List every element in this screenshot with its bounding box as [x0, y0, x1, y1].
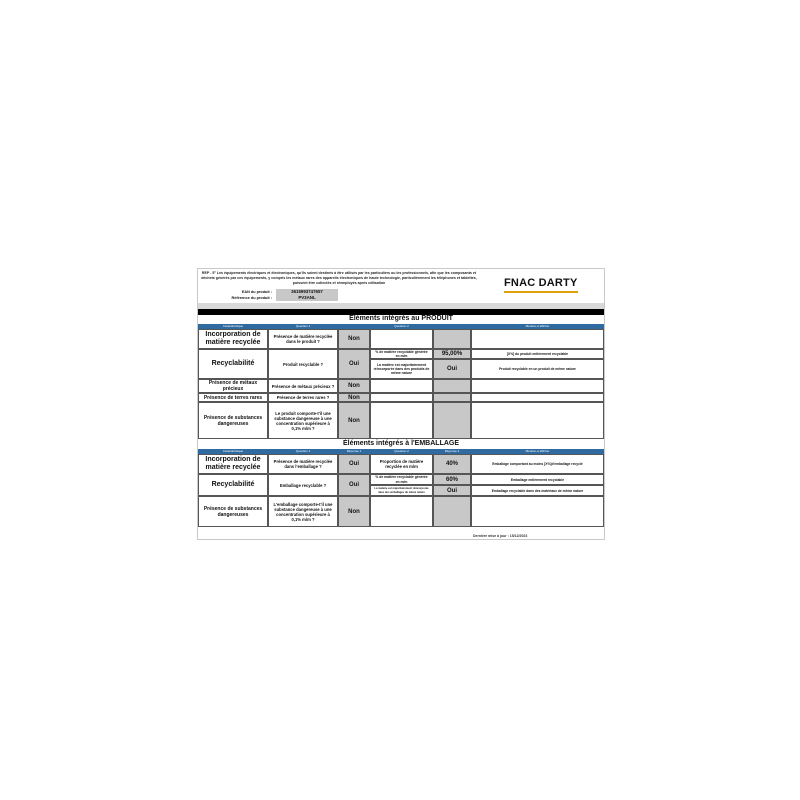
ref-label: Référence du produit :	[231, 296, 272, 300]
produit-row-5-r2	[433, 402, 471, 439]
produit-row-1-r1: Non	[338, 329, 370, 349]
intro-text: REP - 5° Les équipements électriques et électroniques, qu'ils soient destinés à être utilisés par les particuliers ou les professionnels, afin que les composants et déchets générés par ces équipements, y compris les métaux rares des appareils électroniques de haute technologie, particulièrement les téléphones et tablettes, puissent être collectés et réemployés après utilisation	[201, 271, 477, 285]
col-question-1: Question 1	[295, 449, 311, 453]
produit-row-2-q1: Produit recyclable ?	[268, 349, 338, 379]
produit-row-1-q1: Présence de matière recyclée dans le produit ?	[268, 329, 338, 349]
col-question-2: Question 2	[394, 449, 409, 453]
produit-row-4-caracteristique: Présence de terres rares	[198, 393, 268, 402]
brand-name: FNAC DARTY	[504, 277, 578, 289]
produit-row-1-caracteristique: Incorporation de matière recyclée	[198, 329, 268, 349]
produit-row-2-r2a: 95,00%	[433, 349, 471, 359]
emballage-row-3-mention	[471, 496, 604, 527]
emballage-row-3-r1: Non	[338, 496, 370, 527]
emballage-row-2-q2a: % de matière recyclable générée en m/m	[370, 474, 433, 485]
produit-row-3-mention	[471, 379, 604, 393]
produit-row-1-q2	[370, 329, 433, 349]
produit-row-3-caracteristique: Présence de métaux précieux	[198, 379, 268, 393]
emballage-row-2-q1: Emballage recyclable ?	[268, 474, 338, 496]
emballage-row-1-q2: Proportion de matière recyclée en m/m	[370, 454, 433, 474]
produit-row-4-q2	[370, 393, 433, 402]
produit-row-2-q2a: % de matière recyclable générée en m/m	[370, 349, 433, 359]
emballage-row-1-caracteristique: Incorporation de matière recyclée	[198, 454, 268, 474]
produit-row-2-caracteristique: Recyclabilité	[198, 349, 268, 379]
emballage-row-1-r1: Oui	[338, 454, 370, 474]
produit-row-5-q2	[370, 402, 433, 439]
emballage-row-2-q2b: La matière est majoritairement réincorporée dans des emballages de même nature	[370, 485, 433, 496]
last-updated: Dernière mise à jour : 15/12/2023	[473, 534, 528, 538]
produit-row-2-q2b: La matière est majoritairement réincorporée dans des produits de même nature	[370, 359, 433, 379]
produit-row-4-r2	[433, 393, 471, 402]
col-mention: Mention à afficher	[525, 324, 550, 328]
emballage-row-1-r2: 40%	[433, 454, 471, 474]
emballage-row-3-q1: L'emballage comporte-t'il une substance dangereuse à une concentration supérieure à 0,1% m/m ?	[268, 496, 338, 527]
produit-row-3-r2	[433, 379, 471, 393]
emballage-row-2-mention-a: Emballage entièrement recyclable	[471, 474, 604, 485]
emballage-row-3-q2	[370, 496, 433, 527]
produit-row-4-q1: Présence de terres rares ?	[268, 393, 338, 402]
emballage-row-2-r2a: 60%	[433, 474, 471, 485]
col-question-2: Question 2	[394, 324, 409, 328]
brand-logo	[504, 277, 578, 289]
col-reponse-1: Réponse 1	[346, 449, 362, 453]
logo-accent-bar	[504, 291, 578, 293]
produit-title: Éléments intégrés au PRODUIT	[349, 315, 453, 322]
emballage-row-2-mention-b: Emballage recyclable dans des matériaux de même nature	[471, 485, 604, 496]
produit-row-3-q2	[370, 379, 433, 393]
emballage-row-2-caracteristique: Recyclabilité	[198, 474, 268, 496]
ean-label: EAN du produit :	[241, 290, 272, 294]
produit-row-1-mention	[471, 329, 604, 349]
ref-value: PV3ANL	[276, 295, 338, 301]
produit-row-2-mention-a: [X%] du produit entièrement recyclable	[471, 349, 604, 359]
ean-value: 3615993747657	[276, 289, 338, 295]
emballage-row-1-q1: Présence de matière recyclée dans l'emballage ?	[268, 454, 338, 474]
product-info-sheet	[197, 268, 605, 540]
emballage-title: Éléments intégrés à l'EMBALLAGE	[342, 440, 460, 447]
produit-row-1-r2	[433, 329, 471, 349]
produit-row-2-mention-b: Produit recyclable en un produit de même nature	[471, 359, 604, 379]
produit-row-3-q1: Présence de métaux précieux ?	[268, 379, 338, 393]
produit-row-2-r2b: Oui	[433, 359, 471, 379]
produit-row-3-r1: Non	[338, 379, 370, 393]
col-question-1: Question 1	[295, 324, 311, 328]
produit-row-5-q1: Le produit comporte-t'il une substance dangereuse à une concentration supérieure à 0,1% m/m ?	[268, 402, 338, 439]
emballage-row-3-caracteristique: Présence de substances dangereuses	[198, 496, 268, 527]
produit-row-5-mention	[471, 402, 604, 439]
emballage-row-2-r1: Oui	[338, 474, 370, 496]
emballage-row-3-r2	[433, 496, 471, 527]
emballage-row-2-r2b: Oui	[433, 485, 471, 496]
produit-row-2-r1: Oui	[338, 349, 370, 379]
produit-row-5-caracteristique: Présence de substances dangereuses	[198, 402, 268, 439]
emballage-row-1-mention: Emballage comportant au moins [X%]d'emballage recyclé	[471, 454, 604, 474]
produit-row-4-r1: Non	[338, 393, 370, 402]
col-caracteristique: Caractéristique	[222, 324, 244, 328]
col-mention: Mention à afficher	[525, 449, 550, 453]
produit-row-4-mention	[471, 393, 604, 402]
produit-row-5-r1: Non	[338, 402, 370, 439]
col-caracteristique: Caractéristique	[222, 449, 244, 453]
col-reponse-2: Réponse 2	[444, 449, 460, 453]
